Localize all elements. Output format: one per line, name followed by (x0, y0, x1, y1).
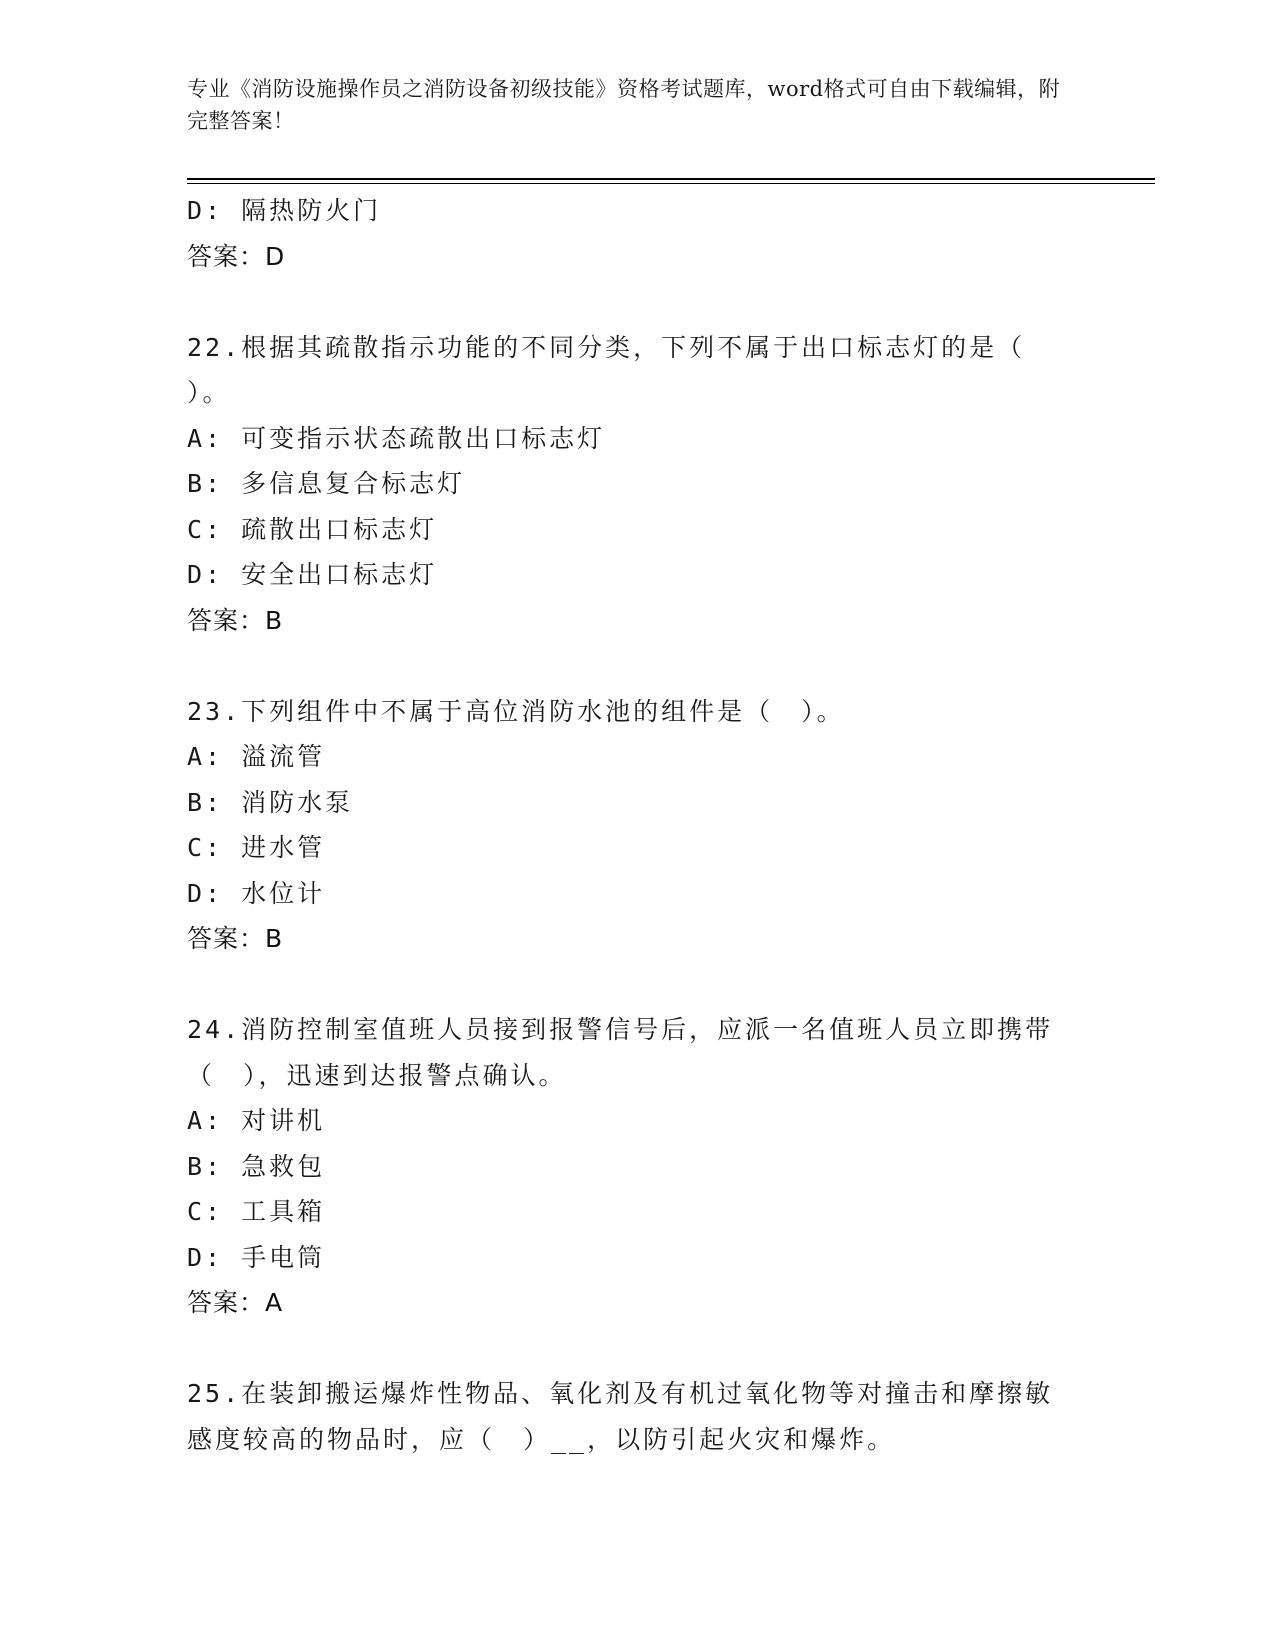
question-22 (187, 325, 1077, 644)
option-d: D: 安全出口标志灯 (187, 560, 438, 589)
option-c: C: 疏散出口标志灯 (187, 514, 438, 544)
question-stem: 24.消防控制室值班人员接到报警信号后，应派一名值班人员立即携带（ ），迅速到达报警点确认。 (187, 1015, 1054, 1090)
option-a: A: 对讲机 (187, 1106, 326, 1135)
question-21 (187, 188, 1077, 279)
question-stem: 22.根据其疏散指示功能的不同分类，下列不属于出口标志灯的是（ ）。 (187, 332, 1026, 407)
option-d: D: 水位计 (187, 878, 326, 908)
option-a: A: 可变指示状态疏散出口标志灯 (187, 423, 606, 453)
option-b: B: 急救包 (187, 1151, 326, 1181)
header-rule-thin (187, 183, 1155, 184)
option-d: D: 隔热防火门 (187, 196, 382, 225)
spacer (187, 643, 1077, 689)
answer-label: 答案：B (187, 605, 284, 635)
question-25 (187, 1371, 1077, 1462)
option-b: B: 多信息复合标志灯 (187, 469, 466, 498)
answer-label: 答案：B (187, 924, 284, 953)
option-a: A: 溢流管 (187, 742, 326, 771)
option-d: D: 手电筒 (187, 1242, 326, 1272)
question-23 (187, 689, 1077, 962)
question-list (187, 188, 1077, 1462)
answer-label: 答案：D (187, 241, 286, 271)
option-b: B: 消防水泵 (187, 787, 354, 817)
option-c: C: 工具箱 (187, 1197, 326, 1226)
spacer (187, 1326, 1077, 1372)
page-header: 专业《消防设施操作员之消防设备初级技能》资格考试题库，word格式可自由下载编辑，附完整答案！ (187, 77, 1061, 133)
header-rule-thick (187, 178, 1155, 180)
question-stem: 25.在装卸搬运爆炸性物品、氧化剂及有机过氧化物等对撞击和摩擦敏感度较高的物品时，应（ ）__，以防引起火灾和爆炸。 (187, 1379, 1054, 1454)
answer-label: 答案：A (187, 1288, 284, 1317)
spacer (187, 279, 1077, 325)
spacer (187, 962, 1077, 1008)
question-stem: 23.下列组件中不属于高位消防水池的组件是（ ）。 (187, 696, 845, 726)
option-c: C: 进水管 (187, 833, 326, 862)
question-24 (187, 1007, 1077, 1326)
